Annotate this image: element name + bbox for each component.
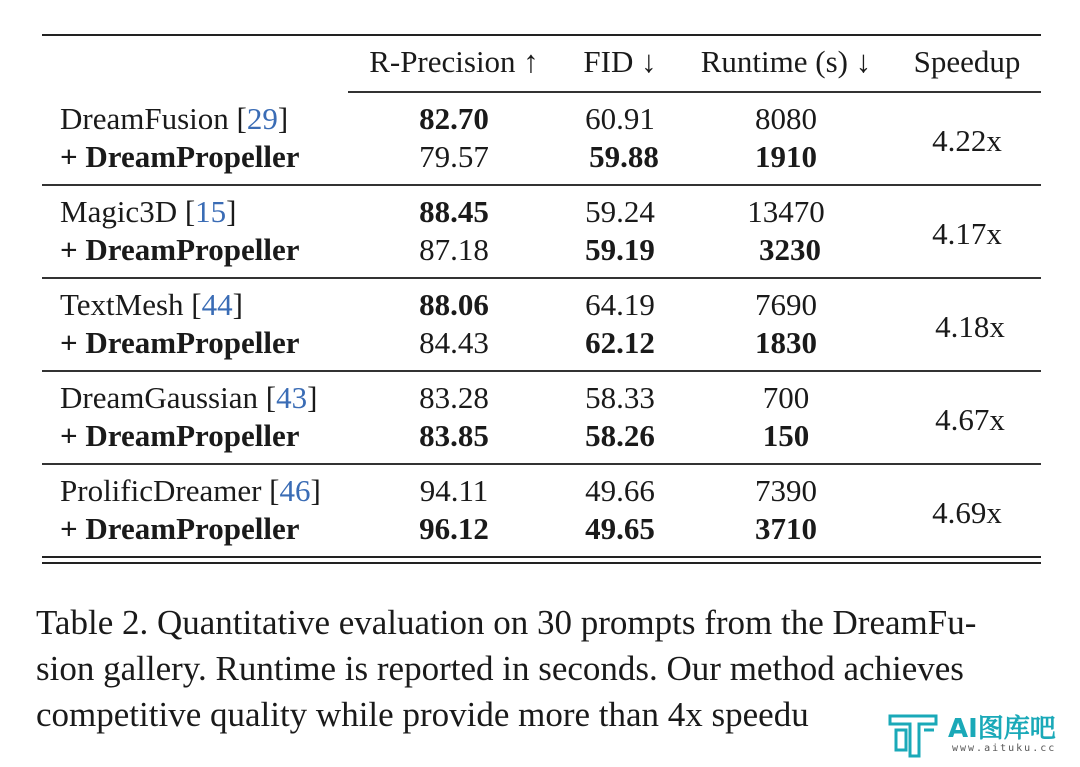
- table-row-ours: [42, 138, 1041, 176]
- header-speedup: Speedup: [913, 44, 1021, 79]
- speedup-value: 4.17x: [932, 216, 1002, 251]
- speedup-value: 4.18x: [935, 309, 1005, 344]
- runtime-value: 3230: [759, 232, 821, 267]
- table-row-baseline: [42, 379, 1041, 417]
- method-name: + DreamPropeller: [60, 232, 300, 267]
- watermark-text: AI图库吧: [948, 714, 1056, 744]
- table-row-baseline: [42, 472, 1041, 510]
- runtime-value: 1910: [755, 139, 817, 174]
- fid-value: 62.12: [585, 325, 655, 360]
- runtime-value: 13470: [747, 194, 825, 229]
- fid-value: 58.33: [585, 380, 655, 415]
- table-group: [42, 93, 1041, 186]
- rprecision-value: 84.43: [419, 325, 489, 360]
- runtime-value: 1830: [755, 325, 817, 360]
- caption-line: sion gallery. Runtime is reported in seconds. Our method achieves: [36, 649, 964, 688]
- citation-link[interactable]: 43: [276, 380, 308, 415]
- runtime-value: 3710: [755, 511, 817, 546]
- table-group: [42, 279, 1041, 372]
- citation-link[interactable]: 15: [195, 194, 227, 229]
- fid-value: 59.88: [589, 139, 659, 174]
- method-name: DreamGaussian [43]: [60, 380, 318, 415]
- rprecision-value: 88.06: [419, 287, 489, 322]
- rprecision-value: 94.11: [419, 473, 489, 508]
- runtime-value: 8080: [755, 101, 817, 136]
- header-runtime: Runtime (s) ↓: [700, 44, 872, 79]
- method-name: ProlificDreamer [46]: [60, 473, 321, 508]
- fid-value: 59.19: [585, 232, 655, 267]
- watermark-logo-icon: [886, 706, 942, 762]
- table-row-ours: [42, 324, 1041, 362]
- method-name: + DreamPropeller: [60, 139, 300, 174]
- method-name: + DreamPropeller: [60, 511, 300, 546]
- rprecision-value: 82.70: [419, 101, 489, 136]
- results-table: [42, 34, 1041, 564]
- method-name: DreamFusion [29]: [60, 101, 289, 136]
- fid-value: 49.66: [585, 473, 655, 508]
- header-rprecision: R-Precision ↑: [369, 44, 539, 79]
- speedup-value: 4.22x: [932, 123, 1002, 158]
- runtime-value: 7690: [755, 287, 817, 322]
- rprecision-value: 87.18: [419, 232, 489, 267]
- header-fid: FID ↓: [583, 44, 657, 79]
- fid-value: 60.91: [585, 101, 655, 136]
- caption-line: competitive quality while provide more than 4x speedu: [36, 695, 809, 734]
- method-name: Magic3D [15]: [60, 194, 237, 229]
- citation-link[interactable]: 29: [246, 101, 278, 136]
- citation-link[interactable]: 46: [279, 473, 311, 508]
- citation-link[interactable]: 44: [201, 287, 233, 322]
- caption-line: Table 2. Quantitative evaluation on 30 prompts from the DreamFu-: [36, 603, 977, 642]
- rprecision-value: 96.12: [419, 511, 489, 546]
- method-name: + DreamPropeller: [60, 418, 300, 453]
- table-row-ours: [42, 231, 1041, 269]
- table-header: [42, 36, 1041, 93]
- table-row-ours: [42, 510, 1041, 548]
- rprecision-value: 88.45: [419, 194, 489, 229]
- fid-value: 58.26: [585, 418, 655, 453]
- table-row-baseline: [42, 100, 1041, 138]
- watermark-url: www.aituku.cc: [952, 743, 1057, 754]
- table-row-baseline: [42, 193, 1041, 231]
- table-row-baseline: [42, 286, 1041, 324]
- runtime-value: 700: [762, 380, 810, 415]
- speedup-value: 4.67x: [935, 402, 1005, 437]
- table-row-ours: [42, 417, 1041, 455]
- fid-value: 64.19: [585, 287, 655, 322]
- fid-value: 59.24: [585, 194, 655, 229]
- method-name: TextMesh [44]: [60, 287, 243, 322]
- rprecision-value: 83.85: [419, 418, 489, 453]
- table-group: [42, 465, 1041, 556]
- fid-value: 49.65: [585, 511, 655, 546]
- watermark: [886, 706, 1076, 764]
- table-group: [42, 186, 1041, 279]
- runtime-value: 150: [762, 418, 810, 453]
- runtime-value: 7390: [755, 473, 817, 508]
- speedup-value: 4.69x: [932, 495, 1002, 530]
- rprecision-value: 83.28: [419, 380, 489, 415]
- table-bottom-rule-double: [42, 562, 1041, 564]
- rprecision-value: 79.57: [419, 139, 489, 174]
- table-group: [42, 372, 1041, 465]
- method-name: + DreamPropeller: [60, 325, 300, 360]
